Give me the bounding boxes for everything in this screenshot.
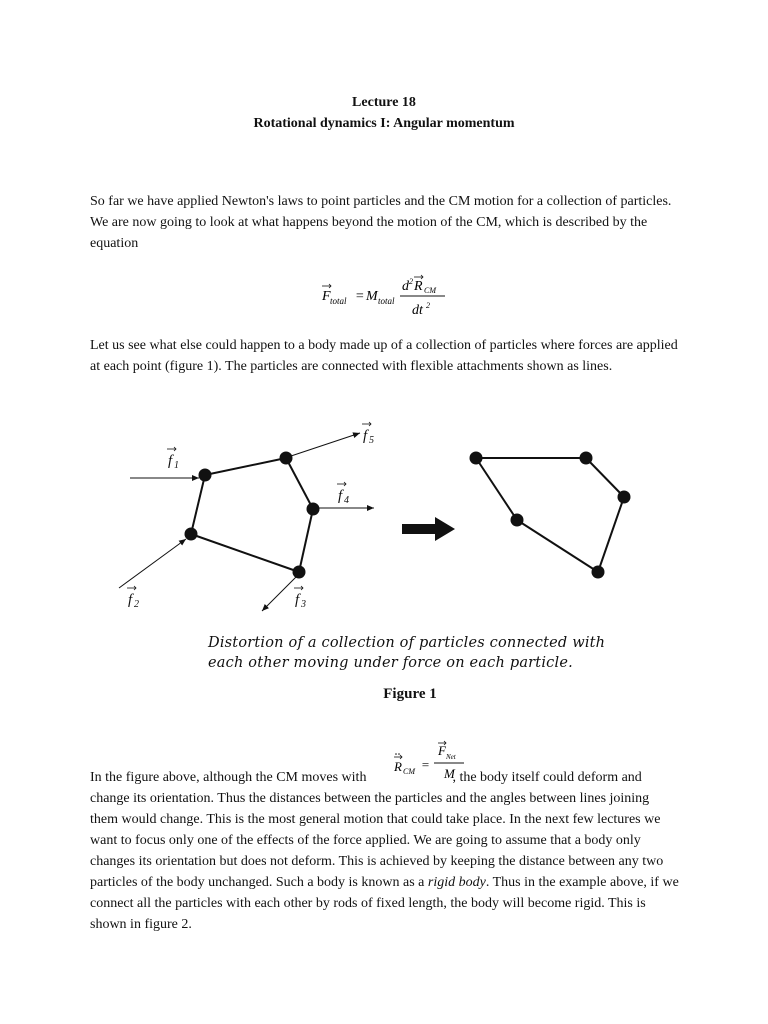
lecture-number: Lecture 18 [352, 95, 416, 110]
svg-text:f: f [128, 592, 133, 608]
svg-text:2: 2 [134, 599, 139, 610]
eq2-lhs-symbol: R [394, 759, 402, 774]
particle-3 [293, 566, 306, 579]
rigid-body-text-main: change its orientation. Thus the distances between the particles and the angles between lines joining them would change. This is the most general motion that could take place. In the next few lectures we want to focus only one of the effects of the force applied. We are going to assume that a body only changes its orientation but does not deform. This is achieved by keeping the distance between any two particles of the body unchanged. Such a body is known as a [90, 791, 664, 890]
paragraph-figure-intro: Let us see what else could happen to a body made up of a collection of particles where forces are applied at each point (figure 1). The particles are connected with flexible attachments shown as lines. [90, 338, 678, 374]
eq2-denominator: M [444, 766, 455, 781]
svg-text:f: f [295, 592, 300, 608]
eq1-mass-symbol: M [366, 289, 378, 304]
eq1-num-sub: CM [424, 286, 436, 295]
equation-newton-cm-svg [318, 273, 458, 321]
figure-caption-line-1: Distortion of a collection of particles connected with [208, 635, 606, 651]
rigid-body-term: rigid body [427, 875, 486, 890]
eq1-denominator: dt [412, 303, 423, 318]
eq2-num-symbol: F [438, 743, 446, 758]
rigid-body-text-end: . Thus in the example above, if we connect all the particles with each other by rods of fixed length, the body will become rigid. This is shown in figure 2. [90, 875, 679, 932]
svg-text:f: f [363, 428, 368, 444]
deformed-particle-4 [592, 566, 605, 579]
eq2-equals: = [421, 757, 430, 772]
deformed-particle-3 [618, 491, 631, 504]
equation-newton-cm [318, 273, 458, 321]
transition-arrow-icon [402, 517, 455, 541]
deformed-body-particles [470, 452, 631, 579]
force-label-4 [337, 482, 349, 506]
force-arrow-2 [119, 539, 186, 588]
eq1-lhs-symbol: F [322, 289, 331, 304]
force-arrow-5 [291, 433, 360, 456]
deformed-particle-2 [580, 452, 593, 465]
deformed-body [476, 458, 624, 572]
eq2-lhs-sub: CM [403, 767, 415, 776]
rigid-body-text-start: In the figure above, although the CM moves with [90, 770, 367, 785]
svg-text:5: 5 [369, 435, 374, 446]
rigid-body-text-after-eq: , the body itself could deform and [452, 770, 642, 785]
svg-text:1: 1 [174, 460, 179, 471]
eq1-den-exp: 2 [426, 301, 430, 310]
particle-2 [185, 528, 198, 541]
eq1-num-symbol: R [414, 279, 423, 294]
svg-text:4: 4 [344, 495, 349, 506]
force-label-2 [127, 586, 139, 610]
figure-caption-line-2: each other moving under force on each particle. [208, 655, 573, 671]
paragraph-rigid-body [90, 767, 680, 935]
figure-label: Figure 1 [383, 686, 437, 702]
eq1-num-d: d [402, 279, 409, 294]
eq1-num-exp: 2 [409, 277, 413, 286]
force-arrow-3 [262, 577, 296, 611]
force-label-1 [167, 447, 179, 471]
eq1-lhs-sub: total [330, 296, 347, 306]
force-label-3 [294, 586, 306, 610]
particle-4 [307, 503, 320, 516]
particle-5 [280, 452, 293, 465]
paragraph-intro: So far we have applied Newton's laws to point particles and the CM motion for a collection of particles. We are now going to look at what happens beyond the motion of the CM, which is described by the equation [90, 194, 672, 251]
svg-text:3: 3 [301, 599, 306, 610]
force-arrows [119, 433, 374, 611]
deformed-particle-1 [470, 452, 483, 465]
lecture-title: Rotational dynamics I: Angular momentum [253, 116, 515, 131]
eq1-mass-sub: total [378, 296, 395, 306]
deformable-body-particles [185, 452, 320, 579]
force-label-5 [362, 422, 374, 446]
eq1-equals: = [355, 289, 365, 304]
particle-1 [199, 469, 212, 482]
figure-1-diagram [110, 415, 650, 625]
figure-caption [208, 633, 628, 673]
deformed-particle-5 [511, 514, 524, 527]
svg-text:f: f [168, 453, 173, 469]
eq2-num-sub: Net [446, 753, 456, 761]
svg-text:f: f [338, 488, 343, 504]
